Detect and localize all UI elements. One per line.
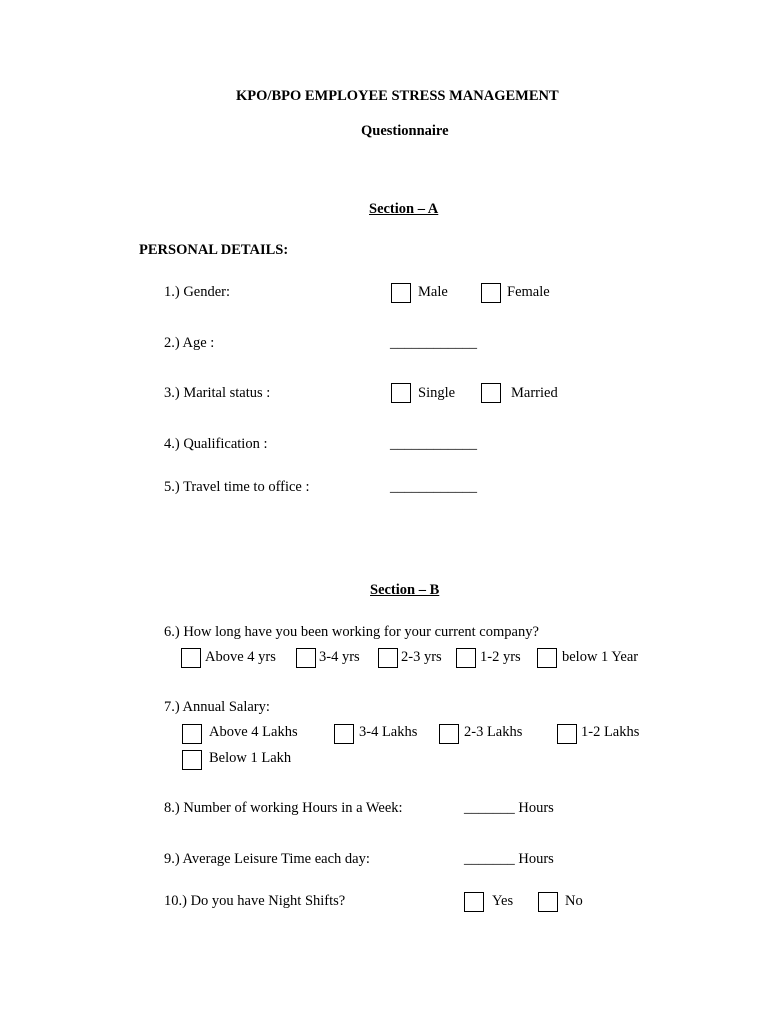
salary-below1-checkbox[interactable]: [182, 750, 202, 770]
tenure-2-3-checkbox[interactable]: [378, 648, 398, 668]
night-shift-no-label: No: [565, 893, 583, 909]
salary-2-3-label: 2-3 Lakhs: [464, 724, 523, 740]
salary-above4-label: Above 4 Lakhs: [209, 724, 298, 740]
travel-time-blank[interactable]: ____________: [390, 479, 477, 495]
tenure-1-2-checkbox[interactable]: [456, 648, 476, 668]
night-shift-yes-label: Yes: [492, 893, 514, 909]
tenure-3-4-checkbox[interactable]: [296, 648, 316, 668]
q5-travel-label: 5.) Travel time to office :: [164, 479, 310, 495]
salary-3-4-checkbox[interactable]: [334, 724, 354, 744]
q9-leisure-label: 9.) Average Leisure Time each day:: [164, 851, 370, 867]
tenure-1-2-label: 1-2 yrs: [480, 649, 521, 665]
night-shift-no-checkbox[interactable]: [538, 892, 558, 912]
personal-details-heading: PERSONAL DETAILS:: [139, 242, 289, 258]
salary-1-2-checkbox[interactable]: [557, 724, 577, 744]
section-b-heading: Section – B: [370, 582, 440, 598]
salary-above4-checkbox[interactable]: [182, 724, 202, 744]
gender-female-checkbox[interactable]: [481, 283, 501, 303]
section-a-heading: Section – A: [369, 201, 439, 217]
gender-male-checkbox[interactable]: [391, 283, 411, 303]
qualification-blank[interactable]: ____________: [390, 436, 477, 452]
tenure-above4-label: Above 4 yrs: [205, 649, 276, 665]
marital-married-checkbox[interactable]: [481, 383, 501, 403]
working-hours-blank[interactable]: _______ Hours: [464, 800, 554, 816]
document-title: KPO/BPO EMPLOYEE STRESS MANAGEMENT: [236, 88, 559, 104]
q1-gender-label: 1.) Gender:: [164, 284, 231, 300]
salary-1-2-label: 1-2 Lakhs: [581, 724, 640, 740]
tenure-below1-checkbox[interactable]: [537, 648, 557, 668]
tenure-3-4-label: 3-4 yrs: [319, 649, 360, 665]
marital-single-checkbox[interactable]: [391, 383, 411, 403]
q3-marital-label: 3.) Marital status :: [164, 385, 271, 401]
salary-below1-label: Below 1 Lakh: [209, 750, 292, 766]
q6-tenure-label: 6.) How long have you been working for your current company?: [164, 624, 539, 640]
tenure-above4-checkbox[interactable]: [181, 648, 201, 668]
leisure-time-blank[interactable]: _______ Hours: [464, 851, 554, 867]
salary-3-4-label: 3-4 Lakhs: [359, 724, 418, 740]
q4-qualification-label: 4.) Qualification :: [164, 436, 268, 452]
document-subtitle: Questionnaire: [361, 123, 449, 139]
gender-male-label: Male: [418, 284, 448, 300]
night-shift-yes-checkbox[interactable]: [464, 892, 484, 912]
q8-hours-label: 8.) Number of working Hours in a Week:: [164, 800, 403, 816]
tenure-2-3-label: 2-3 yrs: [401, 649, 442, 665]
tenure-below1-label: below 1 Year: [562, 649, 639, 665]
q2-age-label: 2.) Age :: [164, 335, 215, 351]
q7-salary-label: 7.) Annual Salary:: [164, 699, 270, 715]
salary-2-3-checkbox[interactable]: [439, 724, 459, 744]
gender-female-label: Female: [507, 284, 550, 300]
q10-night-shift-label: 10.) Do you have Night Shifts?: [164, 893, 346, 909]
marital-married-label: Married: [511, 385, 558, 401]
marital-single-label: Single: [418, 385, 456, 401]
age-blank[interactable]: ____________: [390, 335, 477, 351]
